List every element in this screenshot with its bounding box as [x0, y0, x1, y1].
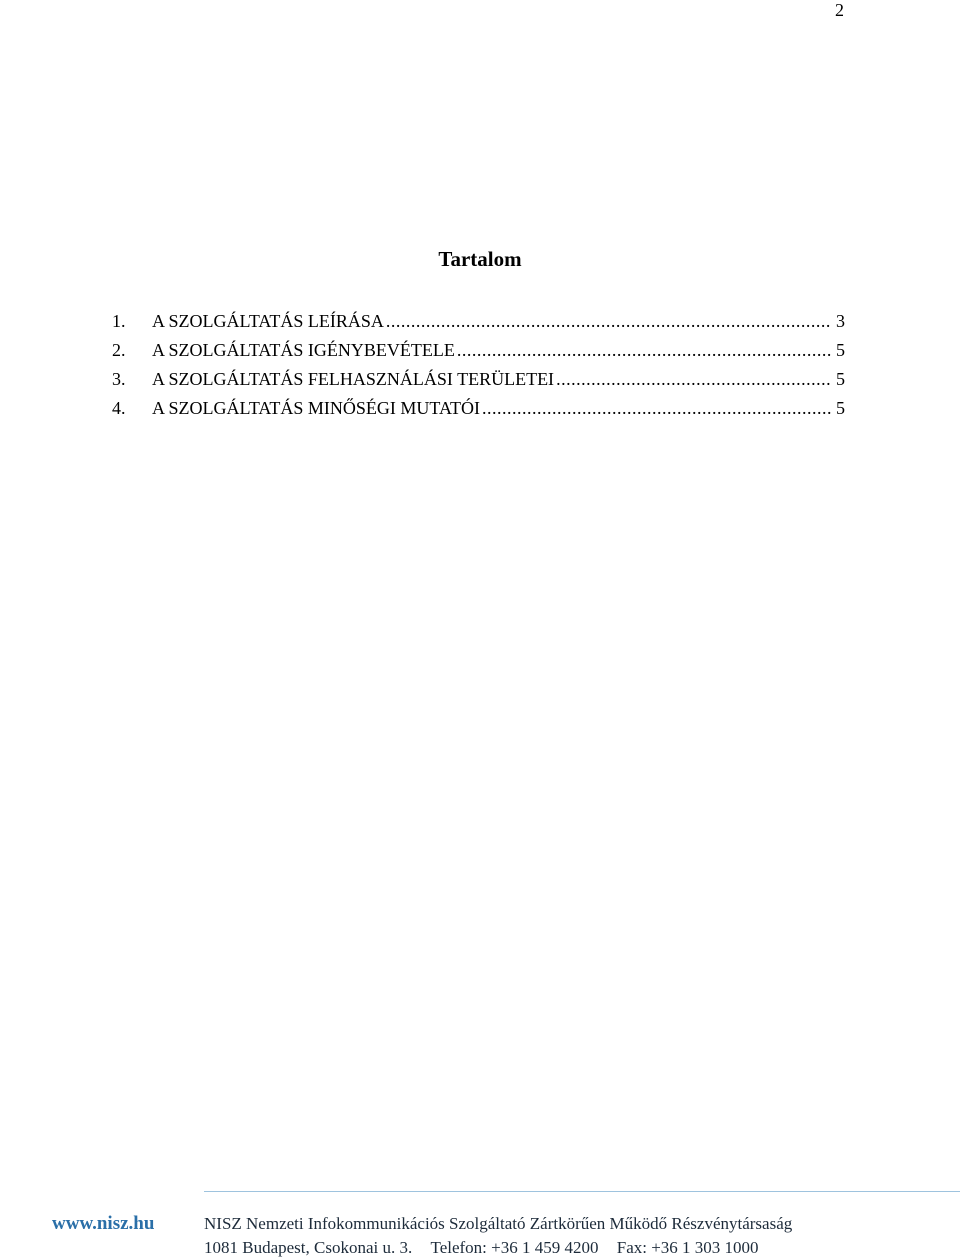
- toc-entry-number: 4.: [112, 398, 126, 418]
- toc-dot-leader: [556, 368, 832, 390]
- toc-entry-4[interactable]: [112, 397, 845, 426]
- toc-entry-page[interactable]: 5: [836, 340, 845, 360]
- toc-entry-page[interactable]: 3: [836, 311, 845, 331]
- toc-entry-3[interactable]: [112, 368, 845, 397]
- toc-entry-title[interactable]: A SZOLGÁLTATÁS IGÉNYBEVÉTELE: [152, 340, 455, 360]
- toc-entry-page[interactable]: 5: [836, 369, 845, 389]
- footer-divider: [204, 1191, 960, 1192]
- footer-fax: Fax: +36 1 303 1000: [616, 1238, 759, 1257]
- table-of-contents: [112, 310, 845, 426]
- toc-title: Tartalom: [438, 247, 522, 271]
- footer-phone: Telefon: +36 1 459 4200: [430, 1238, 599, 1257]
- toc-dot-leader: [482, 397, 832, 419]
- toc-entry-title[interactable]: A SZOLGÁLTATÁS LEÍRÁSA: [152, 311, 384, 331]
- footer-address: 1081 Budapest, Csokonai u. 3.: [204, 1238, 413, 1257]
- toc-entry-title[interactable]: A SZOLGÁLTATÁS MINŐSÉGI MUTATÓI: [152, 398, 480, 418]
- toc-entry-number: 1.: [112, 311, 126, 331]
- footer-company-name: NISZ Nemzeti Infokommunikációs Szolgáltató Zártkörűen Működő Részvénytársaság: [204, 1214, 793, 1233]
- toc-entry-number: 2.: [112, 340, 126, 360]
- toc-entry-page[interactable]: 5: [836, 398, 845, 418]
- toc-dot-leader: [386, 310, 832, 332]
- toc-entry-2[interactable]: [112, 339, 845, 368]
- page-number: 2: [835, 0, 844, 20]
- toc-entry-title[interactable]: A SZOLGÁLTATÁS FELHASZNÁLÁSI TERÜLETEI: [152, 369, 555, 389]
- footer-contact-line: [204, 1238, 759, 1258]
- footer-website-link[interactable]: www.nisz.hu: [52, 1213, 155, 1234]
- toc-entry-number: 3.: [112, 369, 126, 389]
- toc-entry-1[interactable]: [112, 310, 845, 339]
- toc-dot-leader: [457, 339, 832, 361]
